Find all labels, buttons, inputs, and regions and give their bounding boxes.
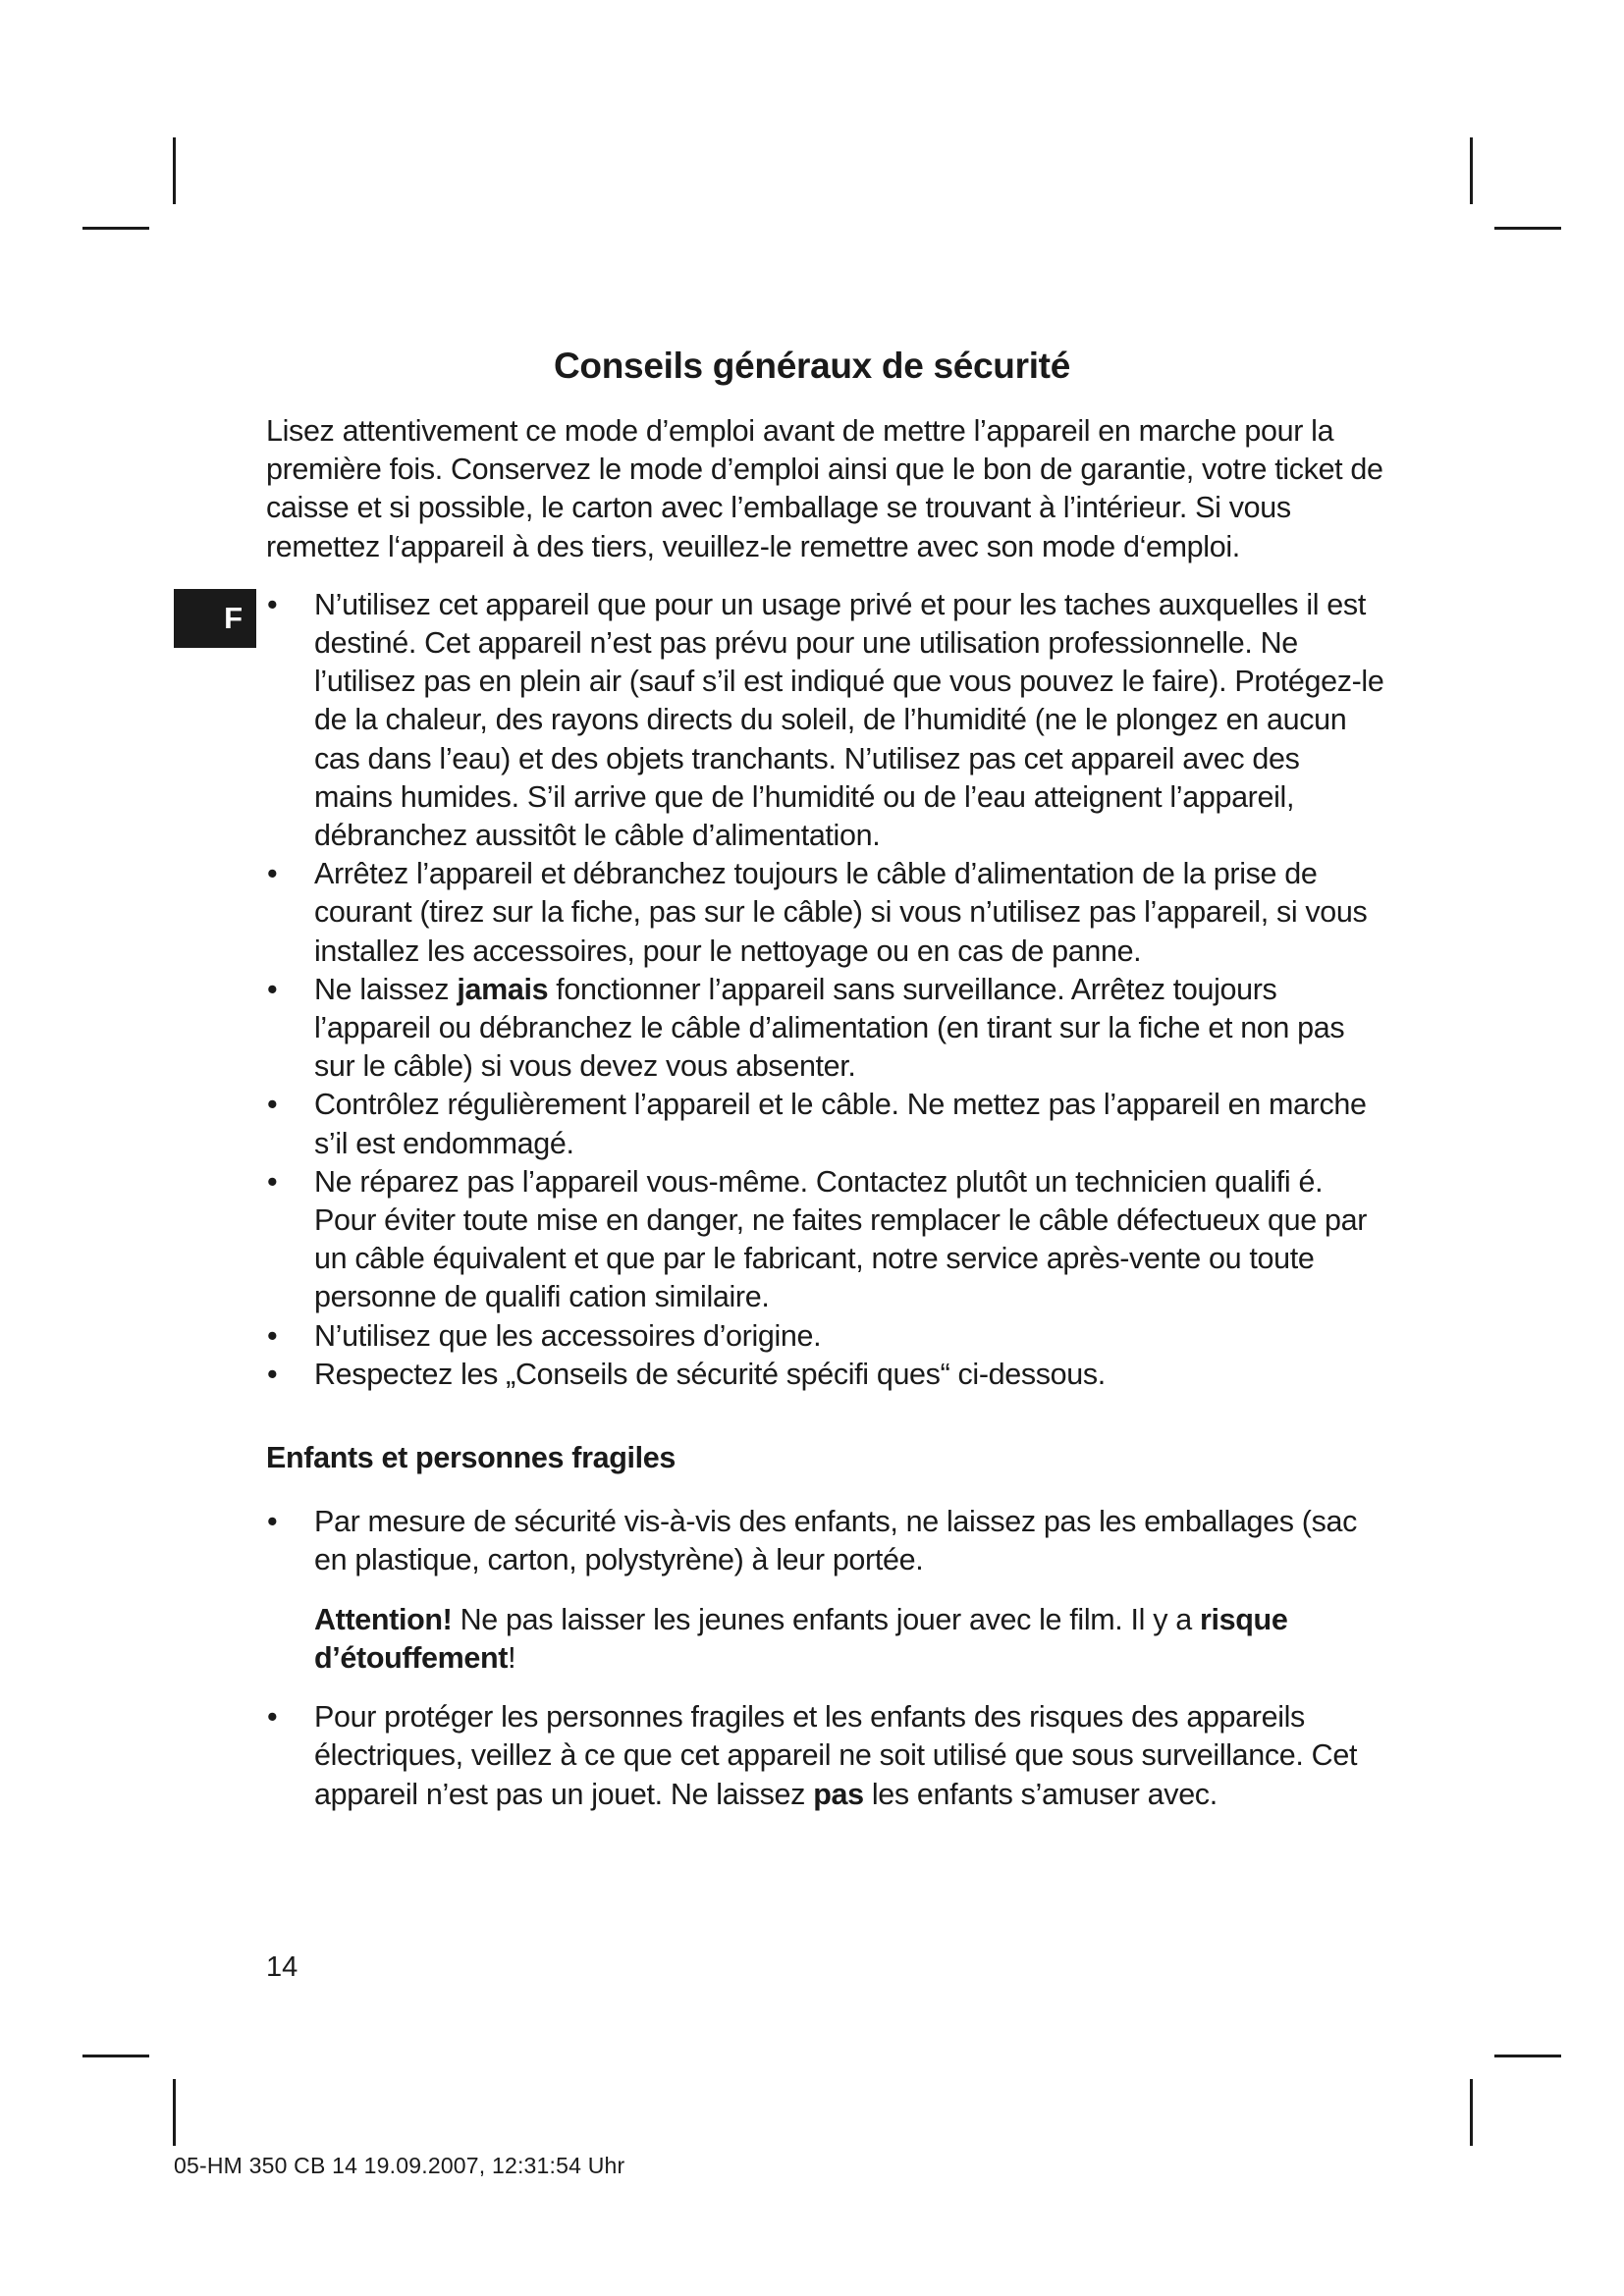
bullet-text: fonctionner l’appareil sans surveillance. Arrêtez toujours l’appareil ou débranchez le câble d’alimentation (en tirant sur la fiche et non pas sur le câble) si vous devez vous absenter.: [314, 972, 1345, 1084]
print-footer: 05-HM 350 CB 14 19.09.2007, 12:31:54 Uhr: [174, 2153, 625, 2178]
crop-mark: [82, 227, 149, 230]
safety-bullet: • Arrêtez l’appareil et débranchez toujours le câble d’alimentation de la prise de courant (tirez sur la fiche, pas sur le câble) si vous n’utilisez pas l’appareil, si vous installez les accessoires, pour le nettoyage ou en cas de panne.: [266, 855, 1385, 971]
crop-mark: [82, 2055, 149, 2057]
safety-bullet: • N’utilisez cet appareil que pour un usage privé et pour les taches auxquelles il est destiné. Cet appareil n’est pas prévu pour une utilisation professionnelle. Ne l’utilisez pas en plein air (sauf s’il est indiqué que vous pouvez le faire). Protégez-le de la chaleur, des rayons directs du soleil, de l’humidité (ne le plongez en aucun cas dans l’eau) et des objets tranchants. N’utilisez pas cet appareil avec des mains humides. S’il arrive que de l’humidité ou de l’eau atteignent l’appareil, débranchez aussitôt le câble d’alimentation.: [266, 586, 1385, 855]
crop-mark: [1470, 137, 1473, 204]
safety-bullet: • N’utilisez que les accessoires d’origine.: [266, 1317, 1385, 1356]
crop-mark: [173, 137, 176, 204]
attention-text: Ne pas laisser les jeunes enfants jouer avec le film. Il y a: [452, 1602, 1200, 1636]
section-heading: Enfants et personnes fragiles: [266, 1441, 676, 1475]
attention-end: !: [508, 1640, 516, 1675]
bullet-text: Pour protéger les personnes fragiles et les enfants des risques des appareils électriques, veillez à ce que cet appareil ne soit utilisé que sous surveillance. Cet appareil n’est pas un jouet. Ne laissez: [314, 1700, 1358, 1811]
attention-label: Attention!: [314, 1602, 453, 1636]
language-tab: F: [174, 589, 256, 648]
safety-bullet: • Ne réparez pas l’appareil vous-même. Contactez plutôt un technicien qualifi é. Pour éviter toute mise en danger, ne faites remplacer le câble défectueux que par un câble équivalent et que par le fabricant, notre service après-vente ou toute personne de qualifi cation similaire.: [266, 1163, 1385, 1317]
safety-bullet: • Respectez les „Conseils de sécurité spécifi ques“ ci-dessous.: [266, 1356, 1385, 1394]
bullet-emphasis: pas: [813, 1777, 864, 1811]
page-number: 14: [266, 1951, 298, 1983]
crop-mark: [1494, 227, 1561, 230]
children-bullet: • Par mesure de sécurité vis-à-vis des enfants, ne laissez pas les emballages (sac en plastique, carton, polystyrène) à leur portée.: [266, 1503, 1385, 1579]
safety-bullet: • Contrôlez régulièrement l’appareil et le câble. Ne mettez pas l’appareil en marche s’il est endommagé.: [266, 1086, 1385, 1162]
bullet-text: les enfants s’amuser avec.: [863, 1777, 1218, 1811]
bullet-emphasis: jamais: [457, 972, 549, 1006]
crop-mark: [173, 2079, 176, 2146]
bullet-text: Ne laissez: [314, 972, 458, 1006]
main-content: [266, 412, 1385, 1814]
crop-mark: [1494, 2055, 1561, 2057]
crop-mark: [1470, 2079, 1473, 2146]
intro-paragraph: Lisez attentivement ce mode d’emploi avant de mettre l’appareil en marche pour la première fois. Conservez le mode d’emploi ainsi que le bon de garantie, votre ticket de caisse et si possible, le carton avec l’emballage se trouvant à l’intérieur. Si vous remettez l‘appareil à des tiers, veuillez-le remettre avec son mode d‘emploi.: [266, 414, 1383, 563]
safety-bullet: [266, 971, 1385, 1087]
children-bullet: [266, 1698, 1385, 1814]
attention-note: [266, 1601, 1385, 1678]
attention-risk: risque d’étouffement: [314, 1602, 1288, 1675]
page-title: Conseils généraux de sécurité: [554, 346, 1070, 386]
